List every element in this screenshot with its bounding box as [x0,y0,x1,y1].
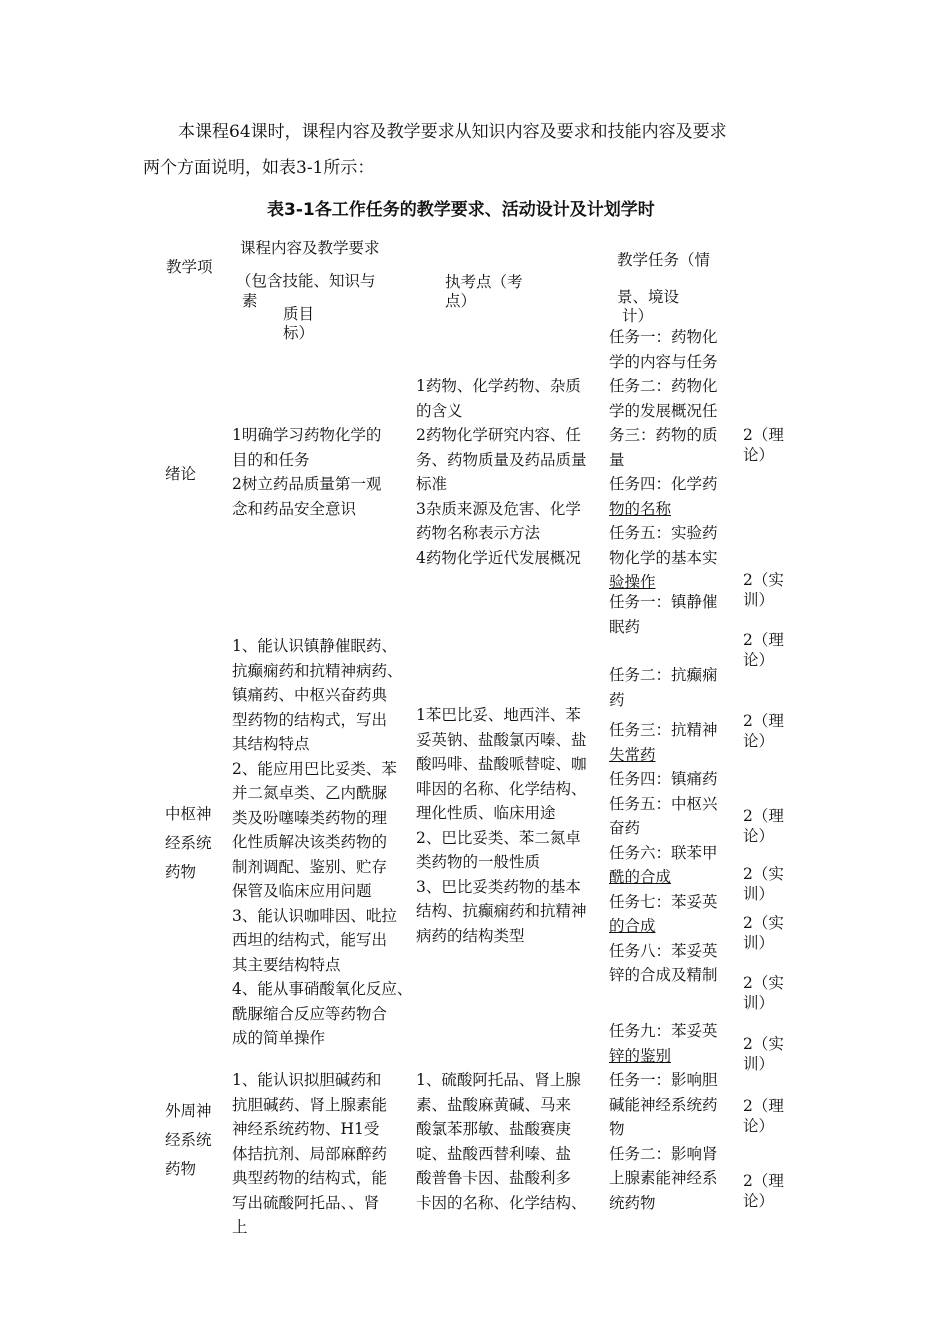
content-line: 其主要结构特点 [232,955,341,974]
exam-line: 结构、抗癫痫药和抗精神 [416,902,587,920]
content-line: 西坦的结构式，能写出 [232,931,388,949]
intro-line-1: 本课程64课时，课程内容及教学要求从知识内容及要求和技能内容及要求 [178,122,727,142]
row-hours [743,806,784,846]
hours-line: 训） [743,994,775,1012]
task-line: 任务一：镇静催 [609,593,718,611]
header-tasks: 教学任务（情 [617,251,711,269]
content-line: 4、能从事硝酸氧化反应、 [232,980,413,998]
exam-line: 2药物化学研究内容、任 [416,426,581,444]
header-content-sub2: 素 [242,292,258,310]
hours-line: 训） [743,885,775,903]
row-content [232,423,381,521]
hours-line: 论） [743,827,775,845]
exam-line: 酸氯苯那敏、盐酸赛庚 [416,1120,572,1138]
row-tasks [609,325,718,595]
content-line: 类及吩噻嗪类药物的理 [232,808,388,827]
task-line: 验操作 [609,573,656,591]
task-line: 学的发展概况任 [609,401,718,420]
header-content-sub: （包含技能、知识与 [236,272,376,290]
content-line: 成的简单操作 [232,1029,326,1047]
exam-line: 药物名称表示方法 [416,524,541,542]
header-teaching-item: 教学项 [166,258,213,276]
row-hours [743,973,784,1013]
table-caption: 表3-1各工作任务的教学要求、活动设计及计划学时 [267,200,655,220]
hours-line: 2（理 [743,631,784,649]
row-item-label [165,800,212,887]
row-item-label [165,1097,212,1184]
content-line: 典型药物的结构式，能 [232,1169,388,1187]
row-tasks [609,718,718,988]
content-line: 并二氮卓类、乙内酰脲 [232,784,388,802]
hours-line: 论） [743,446,775,464]
task-line: 任务四：化学药 [609,475,718,493]
hours-line: 2（实 [743,1035,784,1053]
task-line: 任务二：药物化 [609,377,718,395]
item-line: 经系统 [165,1131,212,1149]
task-line: 失常药 [609,745,656,764]
row-content [232,1068,387,1240]
exam-line: 卡因的名称、化学结构、 [416,1193,587,1212]
item-line: 药物 [165,863,197,881]
task-line: 任务四：镇痛药 [609,770,718,788]
hours-line: 论） [743,1117,775,1135]
exam-line: 1、硫酸阿托品、肾上腺 [416,1071,581,1089]
content-line: 化性质解决该类药物的 [232,833,388,851]
header-tasks-sub2: 计） [622,307,654,325]
content-line: 制剂调配、鉴别、贮存 [232,857,388,876]
exam-line: 啶、盐酸西替利嗪、盐 [416,1144,572,1163]
exam-line: 3杂质来源及危害、化学 [416,499,581,518]
task-line: 量 [609,450,625,469]
content-line: 保管及临床应用问题 [232,882,372,900]
task-line: 任务二：抗癫痫 [609,666,718,684]
task-line: 物化学的基本实 [609,548,718,567]
task-line: 酰的合成 [609,868,672,886]
row-hours [743,630,784,670]
exam-line: 1药物、化学药物、杂质 [416,377,581,395]
hours-line: 论） [743,1192,775,1210]
task-line: 碱能神经系统药 [609,1095,718,1114]
hours-line: 2（理 [743,1097,784,1115]
header-content-sub3: 质目 [283,305,315,323]
task-line: 上腺素能神经系 [609,1169,718,1187]
hours-line: 2（理 [743,712,784,730]
item-line: 经系统 [165,834,212,852]
task-line: 锌的合成及精制 [609,966,718,984]
hours-line: 论） [743,732,775,750]
row-hours [743,1171,784,1211]
exam-line: 4药物化学近代发展概况 [416,548,581,567]
hours-line: 2（理 [743,807,784,825]
task-line: 奋药 [609,819,641,837]
content-line: 酰脲缩合反应等药物合 [232,1004,388,1023]
content-line: 抗癫痫药和抗精神病药、 [232,661,403,680]
hours-line: 2（实 [743,974,784,992]
task-line: 物 [609,1120,625,1138]
hours-line: 2（理 [743,426,784,444]
header-exam-points-sub: 点） [445,292,477,310]
content-line: 其结构特点 [232,735,310,753]
hours-line: 训） [743,1055,775,1073]
exam-line: 3、巴比妥类药物的基本 [416,877,581,896]
hours-line: 2（实 [743,914,784,932]
content-line: 2、能应用巴比妥类、苯 [232,759,397,778]
header-exam-points: 执考点（考 [445,273,523,291]
task-line: 眠药 [609,617,641,636]
hours-line: 论） [743,651,775,669]
row-exam-points [416,703,587,948]
row-exam-points [416,374,587,570]
content-line: 写出硫酸阿托品、、肾 [232,1193,380,1212]
exam-line: 素、盐酸麻黄碱、马来 [416,1095,572,1114]
item-line: 中枢神 [165,805,212,823]
row-tasks [609,1019,718,1068]
hours-line: 训） [743,934,775,952]
task-line: 任务五：中枢兴 [609,794,718,813]
task-line: 锌的鉴别 [609,1046,672,1065]
task-line: 的合成 [609,917,656,935]
hours-line: 2（实 [743,571,784,589]
hours-line: 2（实 [743,865,784,883]
task-line: 任务五：实验药 [609,524,718,542]
row-exam-points [416,1068,587,1215]
exam-line: 理化性质、临床用途 [416,804,556,822]
task-line: 学的内容与任务 [609,352,718,371]
row-hours [743,570,784,610]
task-line: 务三：药物的质 [609,426,718,444]
task-line: 任务七：苯妥英 [609,892,718,911]
exam-line: 类药物的一般性质 [416,853,541,871]
row-hours [743,864,784,904]
exam-line: 病药的结构类型 [416,926,525,945]
content-line: 1、能认识镇静催眠药、 [232,637,397,655]
task-line: 任务三：抗精神 [609,721,718,739]
hours-line: 2（理 [743,1172,784,1190]
content-line: 念和药品安全意识 [232,499,357,518]
row-hours [743,1034,784,1074]
hours-line: 训） [743,591,775,609]
row-tasks [609,590,718,639]
content-line: 目的和任务 [232,450,310,469]
row-tasks [609,663,718,712]
intro-line-2: 两个方面说明，如表3-1所示： [143,158,375,178]
exam-line: 务、药物质量及药品质量 [416,450,587,469]
row-tasks [609,1068,718,1215]
exam-line: 酸普鲁卡因、盐酸利多 [416,1169,572,1187]
task-line: 任务八：苯妥英 [609,941,718,960]
exam-line: 标准 [416,475,448,493]
row-item-label: 绪论 [165,465,197,483]
content-line: 神经系统药物、H1受 [232,1120,380,1138]
task-line: 统药物 [609,1193,656,1212]
item-line: 外周神 [165,1102,212,1120]
content-line: 上 [232,1218,248,1236]
exam-line: 妥英钠、盐酸氯丙嗪、盐 [416,730,587,749]
row-content [232,634,412,1051]
row-hours [743,913,784,953]
task-line: 任务二：影响肾 [609,1144,718,1163]
content-line: 抗胆碱药、肾上腺素能 [232,1095,388,1114]
content-line: 1、能认识拟胆碱药和 [232,1071,382,1089]
exam-line: 酸吗啡、盐酸哌替啶、咖 [416,755,587,773]
task-line: 任务九：苯妥英 [609,1022,718,1040]
item-line: 药物 [165,1160,197,1178]
row-hours [743,1096,784,1136]
row-hours [743,711,784,751]
content-line: 型药物的结构式，写出 [232,710,388,729]
header-content: 课程内容及教学要求 [240,239,380,257]
exam-line: 1苯巴比妥、地西泮、苯 [416,706,581,724]
content-line: 2树立药品质量第一观 [232,475,382,493]
exam-line: 2、巴比妥类、苯二氮卓 [416,828,581,847]
header-content-sub4: 标） [283,324,315,342]
content-line: 镇痛药、中枢兴奋药典 [232,686,388,704]
exam-line: 啡因的名称、化学结构、 [416,779,587,798]
content-line: 3、能认识咖啡因、吡拉 [232,906,397,925]
header-tasks-sub: 景、境设 [617,288,680,306]
exam-line: 的含义 [416,401,463,420]
content-line: 体拮抗剂、局部麻醉药 [232,1144,388,1163]
task-line: 任务一：药物化 [609,328,718,346]
task-line: 物的名称 [609,499,672,518]
content-line: 1明确学习药物化学的 [232,426,382,444]
task-line: 药 [609,690,625,709]
task-line: 任务六：联苯甲 [609,843,718,862]
row-hours [743,425,784,465]
task-line: 任务一：影响胆 [609,1071,718,1089]
